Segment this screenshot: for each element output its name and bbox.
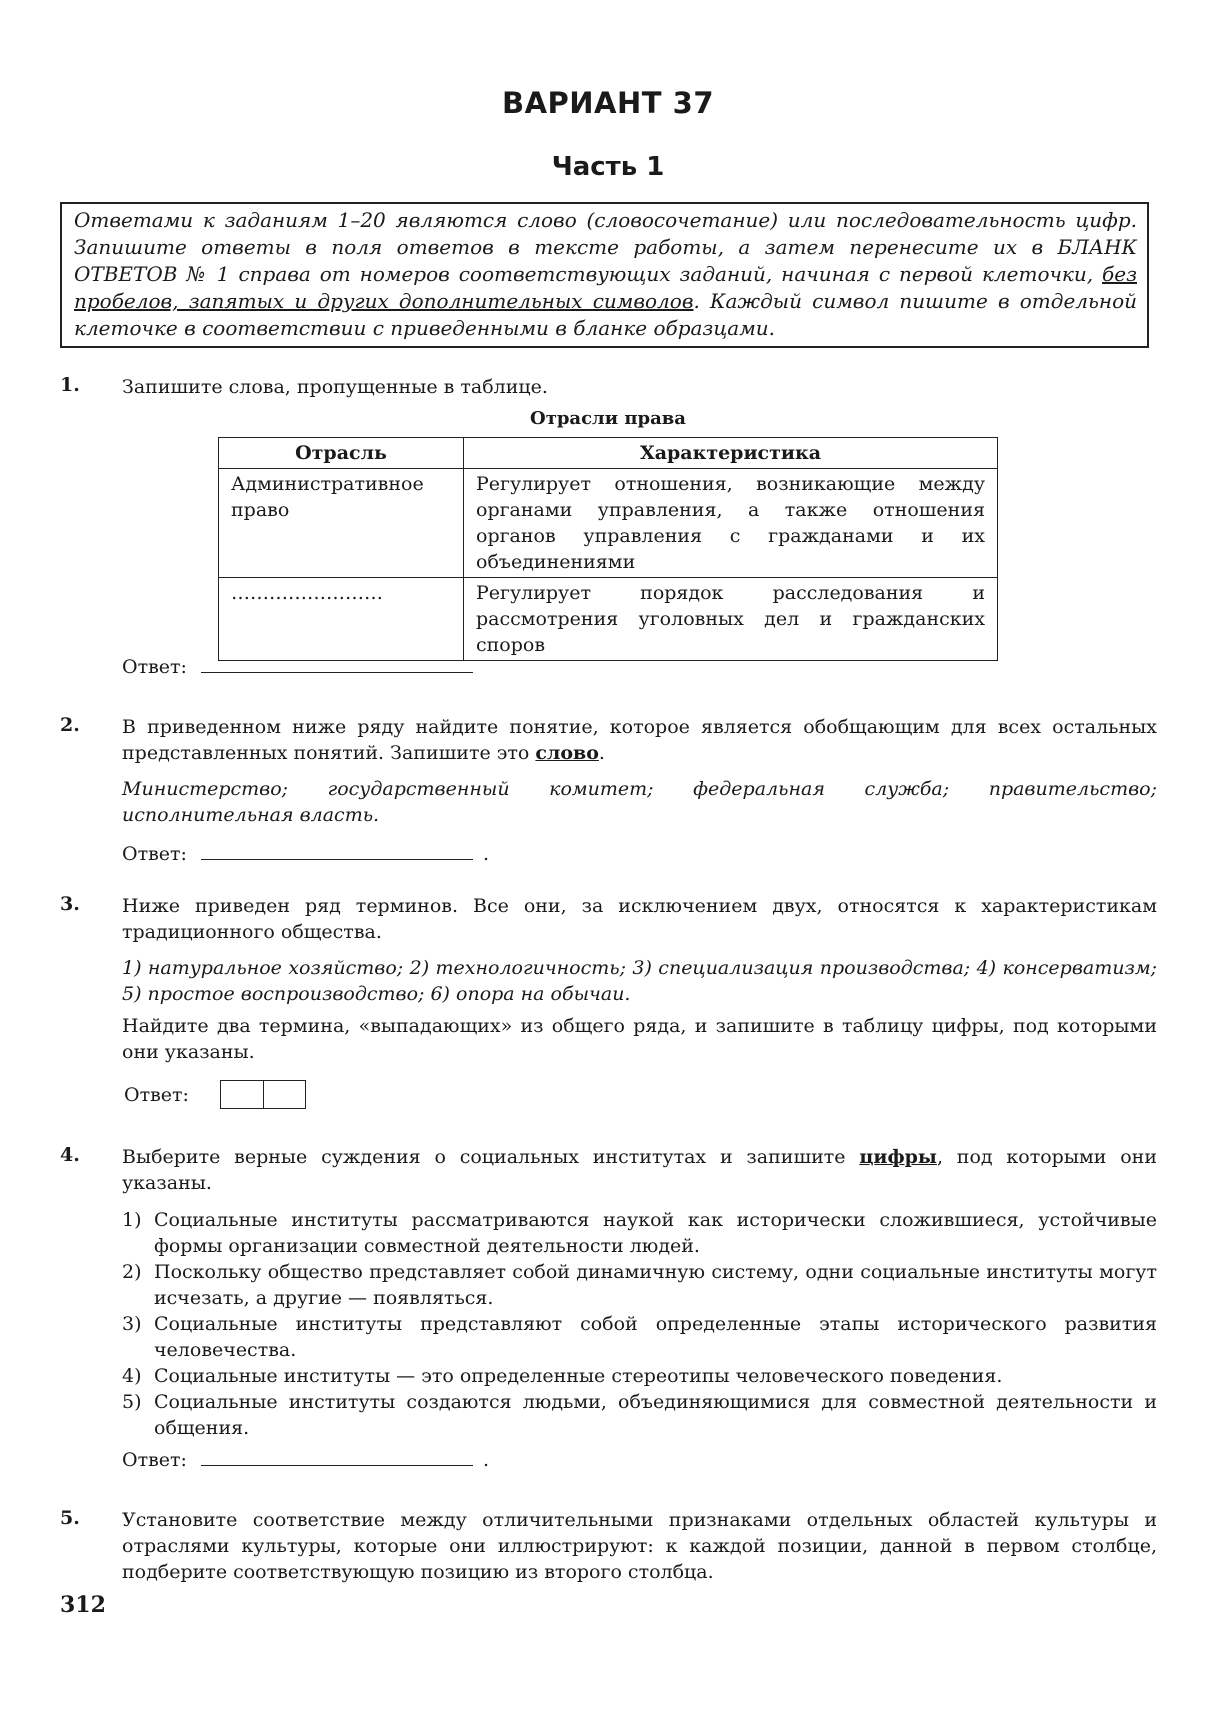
task-text-part: , под которыми они указаны.	[122, 1146, 1157, 1194]
option-text: Социальные институты создаются людьми, объединяющимися для совместной деятельности и общения.	[154, 1391, 1157, 1439]
column-header: Отрасль	[219, 438, 464, 469]
variant-title: ВАРИАНТ 37	[501, 86, 715, 120]
task-3-answer-label: Ответ:	[124, 1084, 189, 1106]
task-2-answer	[122, 841, 489, 865]
instructions-text-2: . Каждый символ пишите в отдельной клеточке в соответствии с приведенными в бланке образцами.	[74, 289, 1137, 340]
options-list	[122, 1207, 1157, 1441]
task-text	[122, 1144, 1157, 1196]
emphasized-word: слово	[535, 742, 599, 764]
branch-cell-blank: ……………………	[219, 578, 464, 661]
option-item	[122, 1389, 1157, 1441]
task-instruction: Найдите два термина, «выпадающих» из общего ряда, и запишите в таблицу цифры, под которыми они указаны.	[122, 1015, 1157, 1063]
task-text-part: .	[598, 742, 605, 764]
task-number: 5.	[60, 1507, 80, 1529]
option-text: Поскольку общество представляет собой динамичную систему, одни социальные институты могут исчезать, а другие — появляться.	[154, 1261, 1157, 1309]
answer-label: Ответ:	[122, 843, 187, 865]
description-cell: Регулирует отношения, возникающие между органами управления, а также отношения органов управления с гражданами и их объединениями	[464, 469, 998, 578]
answer-field[interactable]	[201, 1447, 473, 1466]
task-number: 3.	[60, 893, 80, 915]
task-number: 4.	[60, 1144, 80, 1166]
column-header: Характеристика	[464, 438, 998, 469]
answer-boxes[interactable]	[220, 1080, 306, 1109]
task-text: Установите соответствие между отличительными признаками отдельных областей культуры и отраслями культуры, которые они иллюстрируют: к каждой позиции, данной в первом столбце, подберите соответствующую позицию из второго столбца.	[122, 1509, 1157, 1583]
option-item	[122, 1311, 1157, 1363]
option-text: Социальные институты рассматриваются наукой как исторически сложившиеся, устойчивые формы организации совместной деятельности людей.	[154, 1209, 1157, 1257]
instructions-underlined: без пробелов, запятых и других дополнительных символов	[74, 262, 1137, 313]
concept-series: Министерство; государственный комитет; федеральная служба; правительство; исполнительная власть.	[122, 778, 1157, 826]
option-item	[122, 1363, 1157, 1389]
part-title: Часть 1	[551, 152, 665, 182]
answer-label: Ответ:	[122, 656, 187, 678]
option-number: 4)	[122, 1365, 142, 1387]
table-row	[219, 469, 998, 578]
task-number: 1.	[60, 374, 80, 396]
task-text: Ниже приведен ряд терминов. Все они, за исключением двух, относятся к характеристикам традиционного общества.	[122, 895, 1157, 943]
option-text: Социальные институты — это определенные стереотипы человеческого поведения.	[154, 1365, 1003, 1387]
answer-dot: .	[482, 843, 489, 865]
instructions-box	[60, 202, 1149, 348]
option-item	[122, 1259, 1157, 1311]
answer-field[interactable]	[201, 654, 473, 673]
answer-label: Ответ:	[122, 1449, 187, 1471]
law-branches-table	[218, 437, 998, 661]
option-text: Социальные институты представляют собой определенные этапы исторического развития человечества.	[154, 1313, 1157, 1361]
option-number: 5)	[122, 1391, 142, 1413]
task-text-part: В приведенном ниже ряду найдите понятие, которое является обобщающим для всех остальных представленных понятий. Запишите это	[122, 716, 1157, 764]
task-4-answer	[122, 1447, 489, 1471]
option-number: 2)	[122, 1261, 142, 1283]
emphasized-word: цифры	[859, 1146, 937, 1168]
instructions-text-1: Ответами к заданиям 1–20 являются слово (словосочетание) или последовательность цифр. Запишите ответы в поля ответов в тексте работы, а затем перенесите их в БЛАНК ОТВЕТОВ № 1 справа от номеров соответствующих заданий, начиная с первой клеточки,	[74, 208, 1137, 286]
task-1-answer	[122, 654, 473, 678]
option-number: 3)	[122, 1313, 142, 1335]
table-row	[219, 578, 998, 661]
table-header-row	[219, 438, 998, 469]
branch-cell: Административное право	[219, 469, 464, 578]
page-number: 312	[60, 1592, 106, 1618]
answer-box-1[interactable]	[221, 1081, 263, 1108]
table-caption: Отрасли права	[530, 408, 686, 429]
option-item	[122, 1207, 1157, 1259]
task-text-part: Выберите верные суждения о социальных институтах и запишите	[122, 1146, 860, 1168]
task-number: 2.	[60, 714, 80, 736]
task-text	[122, 714, 1157, 766]
answer-box-2[interactable]	[263, 1081, 306, 1108]
answer-field[interactable]	[201, 841, 473, 860]
option-number: 1)	[122, 1209, 142, 1231]
task-text: Запишите слова, пропущенные в таблице.	[122, 376, 548, 398]
description-cell: Регулирует порядок расследования и рассмотрения уголовных дел и гражданских споров	[464, 578, 998, 661]
answer-dot: .	[482, 1449, 489, 1471]
terms-list: 1) натуральное хозяйство; 2) технологичность; 3) специализация производства; 4) консерватизм; 5) простое воспроизводство; 6) опора на обычаи.	[122, 957, 1157, 1005]
